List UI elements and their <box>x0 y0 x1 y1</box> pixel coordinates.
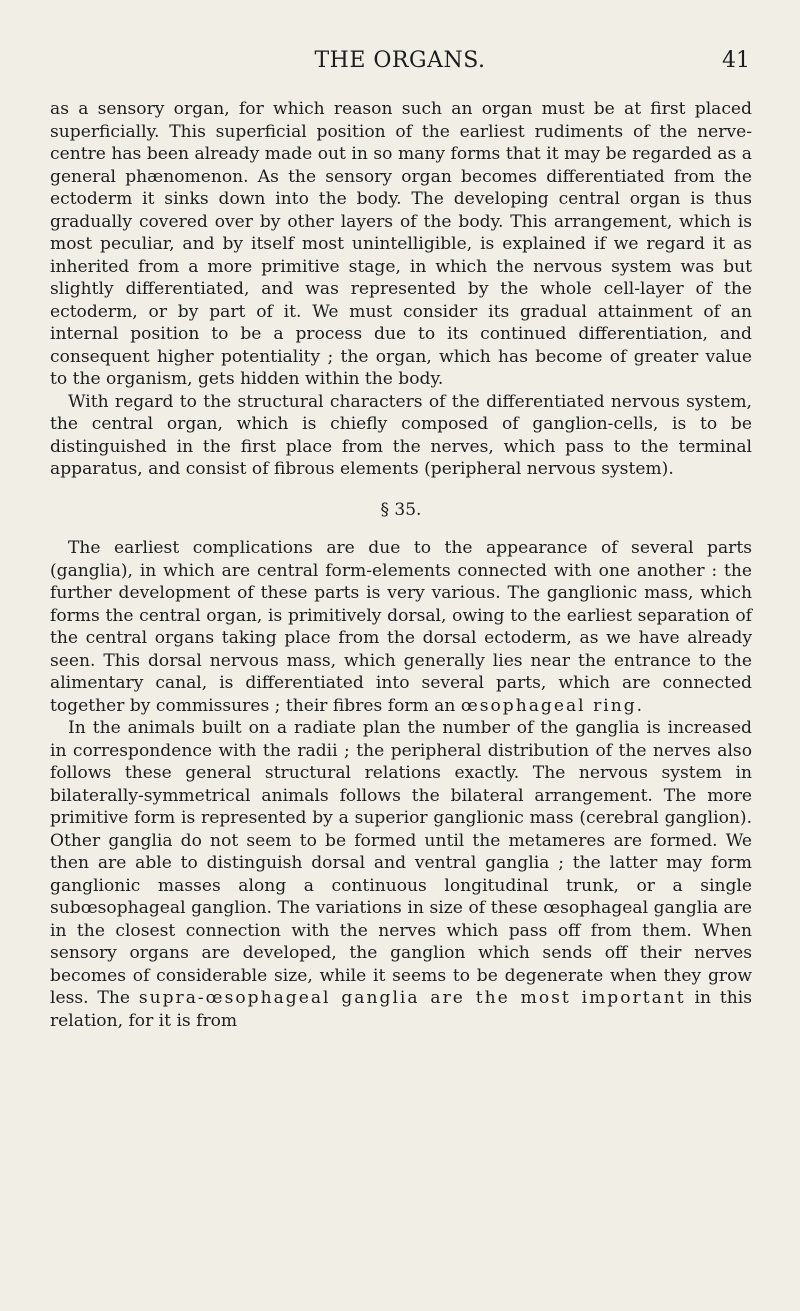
paragraph-text: . <box>636 695 643 716</box>
page-header <box>50 48 750 84</box>
body-text <box>50 98 752 1032</box>
paragraph-earliest-complications <box>50 537 752 717</box>
paragraph-radiate-plan <box>50 717 752 1032</box>
paragraph-structural-characters: With regard to the structural characters of the differentiated nervous system, the central organ, which is chiefly composed of ganglion-cells, is to be distinguished in the first place from the nerves, which pass to the terminal apparatus, and consist of fibrous elements (peripheral nervous system). <box>50 391 752 479</box>
running-title: THE ORGANS. <box>314 48 486 73</box>
paragraph-text: in this relation, for it is from <box>50 988 752 1031</box>
paragraph-continued: as a sensory organ, for which reason such an organ must be at first placed superficially. This superficial position of the earliest rudiments of the nerve-centre has been already made out in so many forms that it may be regarded as a general phænomenon. As the sensory organ becomes differentiated from the ectoderm it sinks down into the body. The developing central organ is thus gradually covered over by other layers of the body. This arrangement, which is most peculiar, and by itself most unintelligible, is explained if we regard it as inherited from a more primitive stage, in which the nervous system was but slightly differentiated, and was represented by the whole cell-layer of the ectoderm, or by part of it. We must consider its gradual attainment of an internal position to be a process due to its continued differentiation, and consequent higher potentiality ; the organ, which has become of greater value to the organism, gets hidden within the body. <box>50 99 752 389</box>
paragraph-text: In the animals built on a radiate plan the number of the ganglia is increased in correspondence with the radii ; the peripheral distribution of the nerves also follows these general structural relations exactly. The nervous system in bilaterally-symmetrical animals follows the bilateral arrangement. The more primitive form is represented by a superior ganglionic mass (cerebral ganglion). Other ganglia do not seem to be formed until the metameres are formed. We then are able to distinguish dorsal and ventral ganglia ; the latter may form ganglionic masses along a continuous longitudinal trunk, or a single subœsophageal ganglion. The variations in size of these œsophageal ganglia are in the closest connection with the nerves which pass off from them. When sensory organs are developed, the ganglion which sends off their nerves becomes of considerable size, while it seems to be degenerate when they grow less. The <box>50 718 752 1008</box>
emphasized-term: supra-œsophageal ganglia are the most important <box>138 988 686 1008</box>
emphasized-term: œsophageal ring <box>460 695 637 716</box>
paragraph-text: The earliest complications are due to the appearance of several parts (ganglia), in which are central form-elements connected with one another : the further development of these parts is very various. The ganglionic mass, which forms the central organ, is primitively dorsal, owing to the earliest separation of the central organs taking place from the dorsal ectoderm, as we have already seen. This dorsal nervous mass, which generally lies near the entrance to the alimentary canal, is differentiated into several parts, which are connected together by commissures ; their fibres form an <box>50 538 752 716</box>
page-number: 41 <box>722 48 750 73</box>
section-heading: § 35. <box>380 499 422 520</box>
